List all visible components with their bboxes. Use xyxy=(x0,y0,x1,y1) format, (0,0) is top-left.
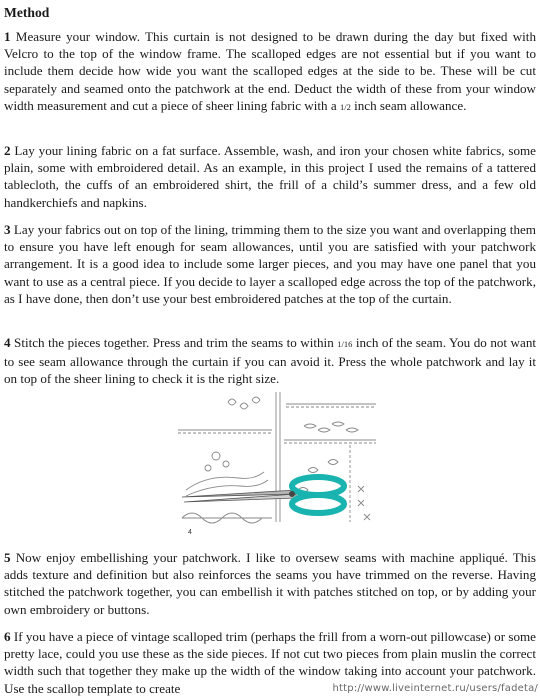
step-2 xyxy=(4,142,536,211)
step-1-number: 1 xyxy=(4,29,11,44)
step-3-text: Lay your fabrics out on top of the lining, trimming them to the size you want and overlapping them to ensure you have left enough for seam allowances, until you are satisfied with your patchwork arrangement. It is a good idea to include some larger pieces, and you may have one panel that you want to use as a central piece. If you decide to layer a scalloped edge across the top of the patchwork, as I have done, then don’t use your best embroidered patches at the top of the curtain. xyxy=(4,222,536,306)
scissors-icon xyxy=(182,477,344,513)
step-4-text-a: Stitch the pieces together. Press and trim the seams to within xyxy=(14,335,338,350)
method-heading: Method xyxy=(4,5,50,20)
step-4-number: 4 xyxy=(4,335,11,350)
figure-label: 4 xyxy=(188,529,192,536)
step-4 xyxy=(4,334,536,388)
step-6-number: 6 xyxy=(4,629,11,644)
step-4-fraction: 1/16 xyxy=(337,339,353,349)
step-1 xyxy=(4,28,536,116)
step-1-text-b: inch seam allowance. xyxy=(350,97,467,113)
patchwork-illustration xyxy=(168,390,378,540)
step-1-fraction: 1/2 xyxy=(339,101,351,112)
step-1-text-a: Measure your window. This curtain is not designed to be drawn during the day but fixed with Velcro to the top of the window frame. The scalloped edges are not essential but if you want to include them decide how wide you want the scalloped edges at the side to be. These will be cut separately and seamed onto the patchwork at the end. Deduct the width of these from your window width measurement and cut a piece of sheer lining fabric with a xyxy=(4,29,536,113)
step-3 xyxy=(4,221,536,307)
step-3-number: 3 xyxy=(4,222,11,237)
step-4-text-b: inch of the seam. You do not want to see seam allowance through the curtain if you can avoid it. Press the whole patchwork and lay it on top of the sheer lining to check it is the right size. xyxy=(4,335,536,387)
step-5 xyxy=(4,549,536,618)
step-2-number: 2 xyxy=(4,143,11,158)
step-5-text: Now enjoy embellishing your patchwork. I like to oversew seams with machine appliqué. This adds texture and definition but also reinforces the seams you have trimmed on the reverse. Having stitched the patchwork together, you can embellish it with patches stitched on top, or by adding your own embroidery or buttons. xyxy=(4,550,536,617)
step-5-number: 5 xyxy=(4,550,11,565)
watermark-url: http://www.liveinternet.ru/users/fadeta/ xyxy=(332,683,538,694)
step-6-text: If you have a piece of vintage scalloped trim (perhaps the frill from a worn-out pillowcase) or some pretty lace, could you use these as the side pieces. If not cut two pieces from plain muslin the correct width such that together they make up the width of the window taking into account your patchwork. Use the scallop template to create xyxy=(4,629,536,696)
step-2-text: Lay your lining fabric on a fat surface. Assemble, wash, and iron your chosen white fabrics, some plain, some with embroidered detail. As an example, in this project I used the remains of a tattered tablecloth, the cuffs of an embroidered shirt, the frill of a child’s summer dress, and a few old handkerchiefs and napkins. xyxy=(4,143,536,210)
